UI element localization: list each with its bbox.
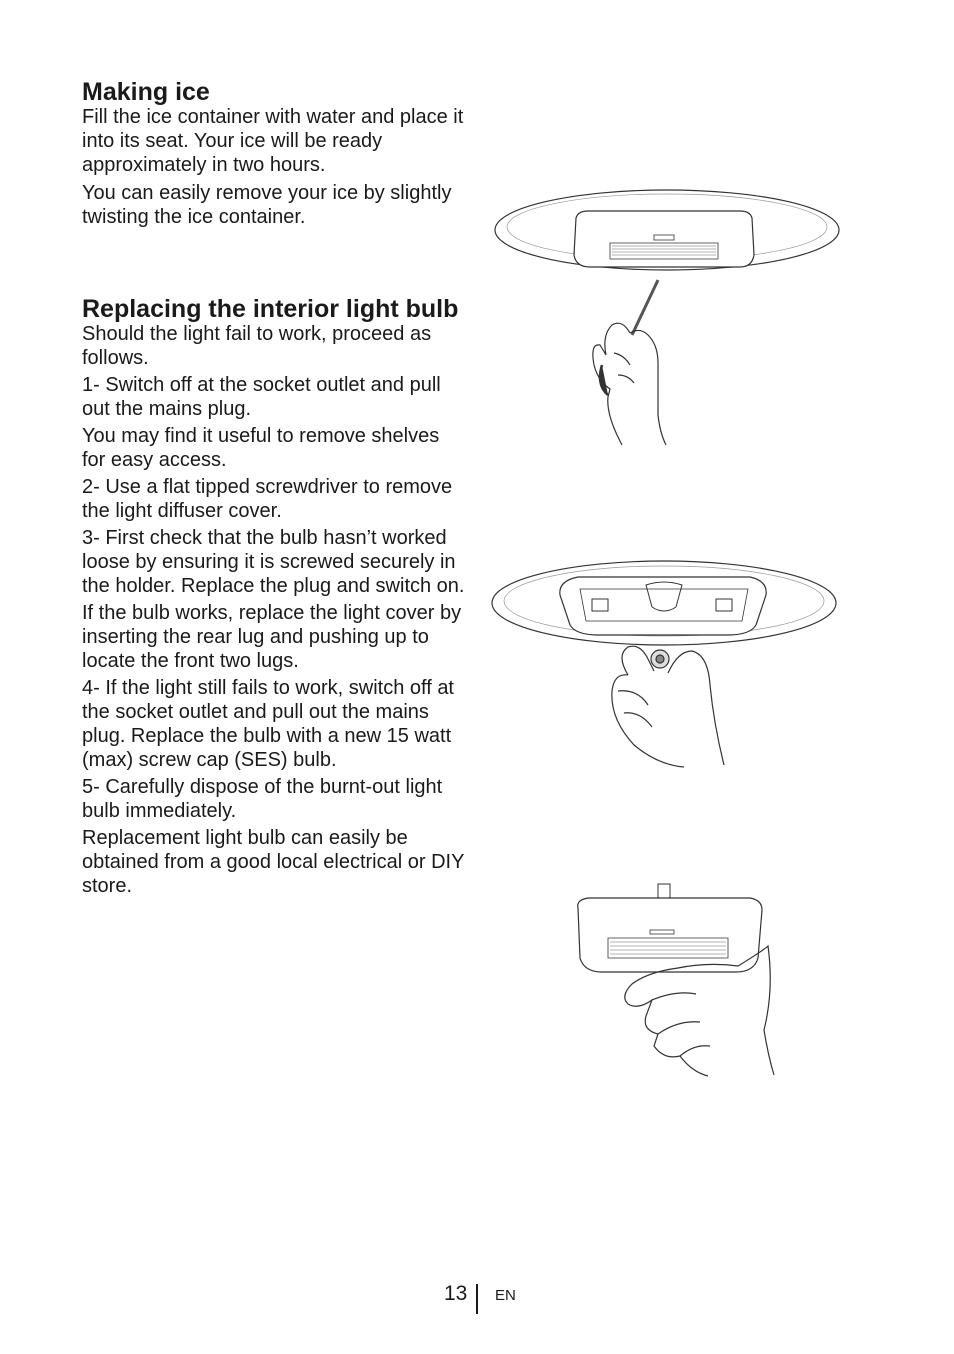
paragraph: Replacement light bulb can easily be obtained from a good local electrical or DIY store. xyxy=(82,827,465,897)
paragraph: 1- Switch off at the socket outlet and pull out the mains plug. xyxy=(82,374,441,420)
paragraph: 2- Use a flat tipped screwdriver to remove the light diffuser cover. xyxy=(82,476,453,522)
language-code: EN xyxy=(495,1287,516,1304)
heading-replacing-bulb: Replacing the interior light bulb xyxy=(82,295,459,323)
paragraph: If the bulb works, replace the light cover by inserting the rear lug and pushing up to locate the front two lugs. xyxy=(82,602,462,672)
paragraph: Should the light fail to work, proceed as follows. xyxy=(82,323,432,369)
figure-refitting-cover xyxy=(568,880,780,1080)
figure-unscrewing-bulb xyxy=(488,555,843,770)
page-footer xyxy=(0,1280,954,1316)
heading-making-ice: Making ice xyxy=(82,78,210,106)
section-making-ice xyxy=(82,79,468,229)
page-number: 13 xyxy=(444,1282,468,1305)
section-replacing-bulb xyxy=(82,296,468,898)
paragraph: You can easily remove your ice by slightly twisting the ice container. xyxy=(82,182,452,228)
paragraph: 5- Carefully dispose of the burnt-out light bulb immediately. xyxy=(82,776,443,822)
paragraph: 4- If the light still fails to work, switch off at the socket outlet and pull out the mains plug. Replace the bulb with a new 15 watt (max) screw cap (SES) bulb. xyxy=(82,677,454,771)
footer-divider xyxy=(476,1284,478,1314)
figure-screwdriver-removing-cover xyxy=(490,185,850,450)
paragraph: Fill the ice container with water and place it into its seat. Your ice will be ready approximately in two hours. xyxy=(82,106,464,176)
paragraph: 3- First check that the bulb hasn’t worked loose by ensuring it is screwed securely in the holder. Replace the plug and switch on. xyxy=(82,527,465,597)
paragraph: You may find it useful to remove shelves for easy access. xyxy=(82,425,440,471)
